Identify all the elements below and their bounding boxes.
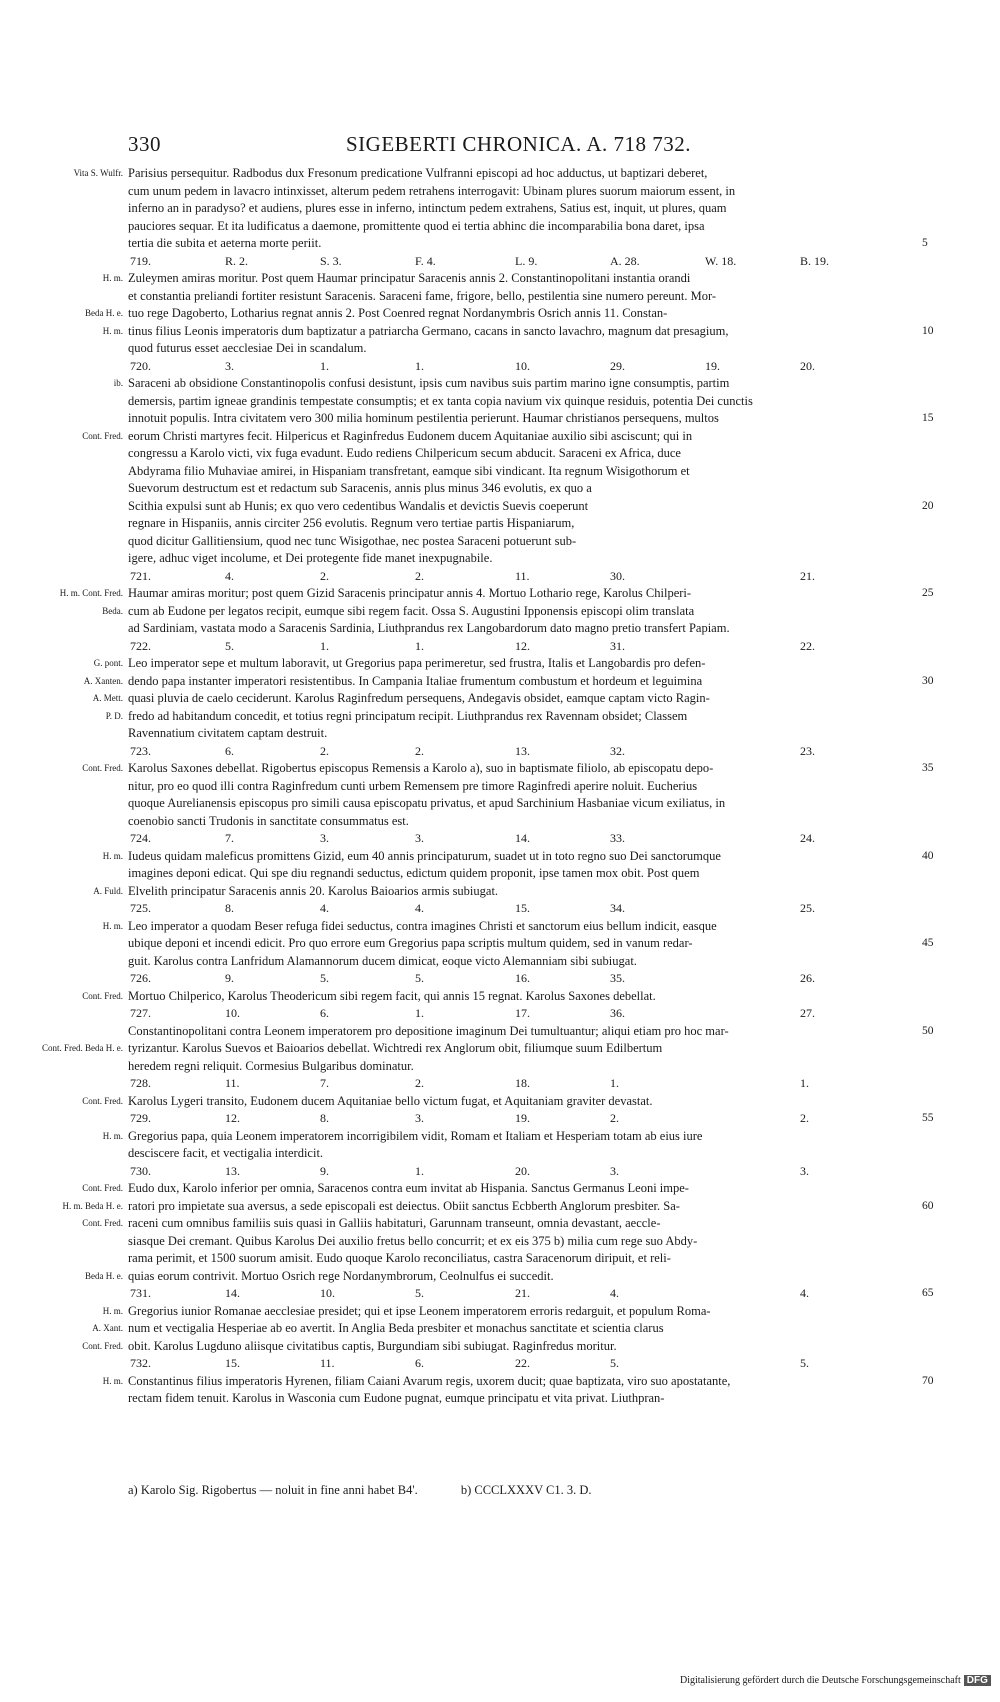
regnal-year-cell: 19. [705, 358, 720, 373]
margin-source: Cont. Fred. [82, 1340, 123, 1351]
line-text: heredem regni reliquit. Cormesius Bulgaribus dominatur. [128, 1058, 414, 1073]
line-number: 65 [922, 1287, 934, 1299]
line-text: quias eorum contrivit. Mortuo Osrich rege Nordanymbrorum, Ceolnulfus ei succedit. [128, 1268, 554, 1283]
line-text: obit. Karolus Lugduno aliisque civitatibus captis, Burgundiam sibi subiugat. Raginfredus moritur. [128, 1338, 617, 1353]
margin-source: H. m. [102, 850, 123, 861]
line-text: igere, adhuc viget incolume, et Dei protegente fide manet inexpugnabile. [128, 551, 493, 565]
line-text: ubique deponi et incendi edicit. Pro quo errore eum Gregorius papa scriptis multum quidem, sed in vanum redar- [128, 936, 693, 950]
margin-source: Vita S. Wulfr. [73, 168, 123, 178]
text-line [0, 918, 1000, 936]
regnal-year-cell: 22. [800, 638, 815, 653]
regnal-years [130, 1355, 890, 1373]
line-text: tyrizantur. Karolus Suevos et Baioarios debellat. Wichtredi rex Anglorum obit, filiumque suum Edilbertum [128, 1041, 663, 1055]
regnal-year-cell: 723. [130, 743, 151, 758]
regnal-year-cell: 2. [320, 743, 329, 758]
line-text: cum ab Eudone per legatos recipit, eumque sibi regem facit. Ossa S. Augustini Ipponensis episcopi olim translata [128, 603, 695, 618]
text-line [0, 725, 1000, 743]
year-row [0, 970, 1000, 988]
text-line [0, 1303, 1000, 1321]
year-row [0, 1163, 1000, 1181]
line-text: Iudeus quidam maleficus promittens Gizid, eum 40 annis principaturum, suadet ut in toto regno suo Dei sanctorumque [128, 848, 721, 863]
text-line [0, 218, 1000, 236]
regnal-year-cell: 2. [415, 743, 424, 758]
text-line [0, 1093, 1000, 1111]
line-number: 35 [922, 762, 934, 774]
line-text: raceni cum omnibus familiis suis quasi in Galliis habitaturi, Garunnam transeunt, omnia devastant, aeccle- [128, 1216, 661, 1230]
text-line [0, 708, 1000, 726]
margin-source: Cont. Fred. [82, 430, 123, 441]
regnal-year-cell: 4. [320, 901, 329, 915]
regnal-year-cell: 732. [130, 1356, 151, 1370]
regnal-year-cell: 14. [515, 831, 530, 845]
regnal-year-cell: 10. [320, 1286, 335, 1300]
text-line [0, 1128, 1000, 1146]
line-text: Abdyrama filio Muhaviae amirei, in Hispaniam transfretant, eamque sibi vindicant. Ita regnum Wisigothorum et [128, 463, 690, 478]
line-text: regnare in Hispaniis, annis circiter 256 evolutis. Regnum vero tertiae partis Hispaniarum, [128, 516, 575, 530]
regnal-year-cell: 7. [225, 831, 234, 845]
text-line [0, 340, 1000, 358]
line-text: coenobio sancti Trudonis in sanctitate consummatus est. [128, 813, 409, 828]
year-row [0, 568, 1000, 586]
line-text: demersis, partim igneae grandinis tempestate consumptis; et ex tanta copia navium vix quinque residuis, potentia Dei cunctis [128, 393, 753, 408]
text-line [0, 1250, 1000, 1268]
margin-source: Cont. Fred. Beda H. e. [42, 1043, 123, 1053]
line-text: Zuleymen amiras moritur. Post quem Haumar principatur Saracenis annis 2. Constantinopolitani instantia orandi [128, 271, 691, 285]
line-text: quod futurus esset aecclesiae Dei in scandalum. [128, 341, 367, 355]
regnal-year-cell: 5. [800, 1356, 809, 1370]
regnal-year-cell: 6. [320, 1006, 329, 1020]
line-text: Karolus Saxones debellat. Rigobertus episcopus Remensis a Karolo a), suo in baptismate filiolo, ab episcopatu depo- [128, 761, 714, 775]
regnal-year-cell: 728. [130, 1076, 151, 1090]
line-text: siasque Dei cremant. Quibus Karolus Dei auxilio fretus bello concurrit; et ex eis 375 b) milia cum rege suo Abdy- [128, 1233, 698, 1248]
regnal-year-cell: 33. [610, 831, 625, 845]
text-line [0, 1390, 1000, 1408]
line-text: ratori pro impietate sua aversus, a sede episcopali est deiectus. Obiit sanctus Ecbberth Anglorum presbiter. Sa- [128, 1198, 680, 1213]
regnal-years [130, 1110, 890, 1128]
line-text: Scithia expulsi sunt ab Hunis; ex quo vero cedentibus Wandalis et devictis Suevis coeperunt [128, 498, 589, 513]
regnal-year-cell: W. 18. [705, 253, 737, 268]
line-text: Mortuo Chilperico, Karolus Theodericum sibi regem facit, qui annis 15 regnat. Karolus Saxones debellat. [128, 988, 656, 1003]
line-text: quod dicitur Gallitiensium, quod nec tunc Wisigothae, nec postea Saraceni potuerunt sub- [128, 533, 577, 548]
line-text: Leo imperator a quodam Beser refuga fidei seductus, contra imagines Christi et sanctorum eius bellum indicit, easque [128, 918, 717, 933]
line-text: Karolus Lygeri transito, Eudonem ducem Aquitaniae bello victum fugat, et Aquitaniam graviter devastat. [128, 1093, 653, 1108]
regnal-year-cell: 21. [800, 568, 815, 583]
regnal-year-cell: 729. [130, 1111, 151, 1125]
regnal-year-cell: 31. [610, 638, 625, 653]
line-text: nitur, pro eo quod illi contra Raginfredum cunti urbem Remensem pre timore Raginfredi aperire noluit. Eucherius [128, 778, 698, 793]
line-text: Constantinus filius imperatoris Hyrenen, filiam Caiani Avarum regis, uxorem ducit; quae baptizata, viro suo apostatante, [128, 1373, 731, 1388]
regnal-year-cell: 724. [130, 831, 151, 845]
line-text: Elvelith principatur Saracenis annis 20. Karolus Baioarios armis subiugat. [128, 883, 499, 898]
regnal-years [130, 1285, 890, 1303]
text-line [0, 463, 1000, 481]
regnal-year-cell: 20. [800, 358, 815, 373]
text-line [0, 813, 1000, 831]
year-row [0, 1075, 1000, 1093]
regnal-year-cell: 727. [130, 1006, 151, 1020]
regnal-years [130, 743, 890, 761]
regnal-year-cell: S. 3. [320, 253, 342, 268]
regnal-year-cell: 4. [225, 568, 234, 583]
text-line [0, 953, 1000, 971]
text-line [0, 235, 1000, 253]
line-text: inferno an in paradyso? et audiens, plures esse in inferno, intinctum pedem extrahens, Satius est, inquit, ut plures, quam [128, 201, 727, 215]
text-line [0, 445, 1000, 463]
regnal-year-cell: 10. [225, 1006, 240, 1020]
text-line [0, 1145, 1000, 1163]
regnal-years [130, 638, 890, 656]
regnal-year-cell: 21. [515, 1286, 530, 1300]
regnal-year-cell: 8. [320, 1111, 329, 1125]
line-text: dendo papa instanter imperatori resistentibus. In Campania Italiae frumentum combustum et hordeum et leguimina [128, 673, 703, 688]
line-number: 40 [922, 849, 934, 862]
line-number: 20 [922, 499, 934, 512]
text-line [0, 288, 1000, 306]
regnal-year-cell: 720. [130, 358, 151, 373]
regnal-year-cell: 6. [415, 1356, 424, 1370]
regnal-year-cell: 1. [320, 358, 329, 373]
line-text: et constantia preliandi fortiter resistunt Saracenis. Saraceni fame, frigore, bello, pestilentia sine numero pereunt. Mor- [128, 288, 717, 303]
text-line [0, 865, 1000, 883]
regnal-year-cell: 13. [225, 1163, 240, 1178]
regnal-year-cell: 2. [320, 568, 329, 583]
text-line [0, 270, 1000, 288]
line-text: rama perimit, et 1500 suorum amisit. Eudo quoque Karolo reconciliatus, castra Saracenorum diripuit, et reli- [128, 1251, 671, 1265]
regnal-years [130, 568, 890, 586]
regnal-year-cell: 3. [800, 1163, 809, 1178]
regnal-year-cell: 4. [610, 1286, 619, 1300]
line-text: desciscere facit, et vectigalia interdicit. [128, 1146, 324, 1160]
line-text: cum unum pedem in lavacro intinxisset, alterum pedem retrahens interrogavit: Ubinam plures suorum maiorum essent, in [128, 183, 736, 198]
margin-source: Beda. [102, 605, 123, 616]
chronicle-text [0, 165, 1000, 1408]
regnal-year-cell: 19. [515, 1111, 530, 1125]
regnal-year-cell: 34. [610, 901, 625, 915]
regnal-year-cell: 1. [415, 1163, 424, 1178]
line-text: innotuit populis. Intra civitatem vero 300 milia hominum pestilentia perierunt. Haumar christianos persequens, multos [128, 411, 719, 425]
text-line [0, 1233, 1000, 1251]
regnal-year-cell: 1. [610, 1076, 619, 1090]
margin-source: A. Mett. [92, 693, 123, 703]
regnal-years [130, 970, 890, 988]
regnal-year-cell: 1. [320, 638, 329, 653]
line-number: 10 [922, 324, 934, 337]
page-number: 330 [128, 132, 161, 156]
regnal-year-cell: 7. [320, 1076, 329, 1090]
regnal-years [130, 358, 890, 376]
footnote-a: a) Karolo Sig. Rigobertus — noluit in fine anni habet B4'. [128, 1483, 418, 1497]
regnal-year-cell: 2. [415, 568, 424, 583]
regnal-year-cell: 27. [800, 1006, 815, 1020]
text-line [0, 1373, 1000, 1391]
regnal-year-cell: 18. [515, 1076, 530, 1090]
regnal-year-cell: 1. [415, 1006, 424, 1020]
line-text: imagines deponi edicat. Qui spe diu regnandi seductus, edictum quidem proponit, ipse tamen mox obit. Post quem [128, 866, 700, 880]
margin-source: A. Xant. [92, 1323, 123, 1333]
regnal-year-cell: 1. [415, 358, 424, 373]
text-line [0, 393, 1000, 411]
text-line [0, 1268, 1000, 1286]
text-line [0, 988, 1000, 1006]
regnal-year-cell: 9. [225, 971, 234, 985]
margin-source: H. m. [102, 273, 123, 283]
line-text: tertia die subita et aeterna morte periit. [128, 236, 322, 250]
text-line [0, 1058, 1000, 1076]
regnal-years [130, 1005, 890, 1023]
text-line [0, 795, 1000, 813]
line-text: Saraceni ab obsidione Constantinopolis confusi desistunt, ipsis cum navibus suis partim marino igne consumptis, partim [128, 376, 730, 390]
regnal-year-cell: 2. [800, 1111, 809, 1125]
text-line [0, 375, 1000, 393]
line-text: Constantinopolitani contra Leonem imperatorem pro depositione imaginum Dei tumultuantur; aliqui etiam pro hoc mar- [128, 1023, 729, 1038]
text-line [0, 165, 1000, 183]
regnal-year-cell: 3. [610, 1163, 619, 1178]
year-row [0, 743, 1000, 761]
regnal-years [130, 1163, 890, 1181]
regnal-year-cell: 5. [320, 971, 329, 985]
text-line [0, 305, 1000, 323]
regnal-year-cell: 3. [415, 831, 424, 845]
year-row [0, 1285, 1000, 1303]
regnal-year-cell: 23. [800, 743, 815, 758]
digitization-credit [680, 1675, 991, 1686]
margin-source: Beda H. e. [85, 1270, 123, 1281]
text-line [0, 200, 1000, 218]
line-text: Leo imperator sepe et multum laboravit, ut Gregorius papa perimeretur, sed frustra, Italis et Langobardis pro defen- [128, 656, 706, 670]
regnal-year-cell: 15. [225, 1356, 240, 1370]
regnal-year-cell: 2. [610, 1111, 619, 1125]
margin-source: H. m. [102, 1305, 123, 1316]
text-line [0, 1040, 1000, 1058]
line-text: ad Sardiniam, vastata modo a Saracenis Sardinia, Liuthprandus rex Langobardorum dato magno pretio transfert Papiam. [128, 621, 730, 635]
line-text: Ravennatium civitatem captam destruit. [128, 726, 328, 740]
line-text: Gregorius papa, quia Leonem imperatorem incorrigibilem vidit, Romam et Italiam et Hesperiam totam ab eius iure [128, 1128, 703, 1143]
line-number: 25 [922, 587, 934, 599]
text-line [0, 673, 1000, 691]
regnal-year-cell: 11. [225, 1076, 240, 1090]
line-text: pauciores sequar. Et ita ludificatus a daemone, promittente quod ei tertia abhinc die incomparabilia bona daret, ipsa [128, 218, 705, 233]
line-number: 60 [922, 1199, 934, 1212]
regnal-year-cell: 12. [225, 1111, 240, 1125]
regnal-year-cell: 6. [225, 743, 234, 758]
regnal-years [130, 900, 890, 918]
credit-text: Digitalisierung gefördert durch die Deutsche Forschungsgemeinschaft [680, 1675, 961, 1686]
regnal-year-cell: 11. [320, 1356, 335, 1370]
year-row [0, 1005, 1000, 1023]
text-line [0, 585, 1000, 603]
regnal-year-cell: 9. [320, 1163, 329, 1178]
regnal-year-cell: 15. [515, 901, 530, 915]
margin-source: Cont. Fred. [82, 990, 123, 1001]
regnal-year-cell: 29. [610, 358, 625, 373]
text-line [0, 1180, 1000, 1198]
regnal-year-cell: 2. [415, 1076, 424, 1090]
line-text: guit. Karolus contra Lanfridum Alamannorum ducem dimicat, eoque victo Alemanniam sibi subiugat. [128, 953, 637, 968]
text-line [0, 1338, 1000, 1356]
text-line [0, 183, 1000, 201]
text-line [0, 778, 1000, 796]
line-text: rectam fidem tenuit. Karolus in Wasconia cum Eudone pugnat, eumque principatu et vita privat. Liuthpran- [128, 1391, 665, 1405]
text-line [0, 550, 1000, 568]
year-row [0, 253, 1000, 271]
text-line [0, 480, 1000, 498]
line-number: 30 [922, 674, 934, 687]
line-text: fredo ad habitandum concedit, et totius regni principatum recipit. Liuthprandus rex Ravennam obsidet; Classem [128, 708, 688, 723]
regnal-year-cell: F. 4. [415, 253, 436, 268]
regnal-year-cell: 3. [225, 358, 234, 373]
line-text: Gregorius iunior Romanae aecclesiae presidet; qui et ipse Leonem imperatorem erroris redarguit, et populum Roma- [128, 1303, 711, 1318]
year-row [0, 1355, 1000, 1373]
line-number: 70 [922, 1374, 934, 1387]
text-line [0, 603, 1000, 621]
margin-source: A. Fuld. [93, 885, 123, 896]
text-line [0, 848, 1000, 866]
text-line [0, 1198, 1000, 1216]
text-line [0, 410, 1000, 428]
year-row [0, 900, 1000, 918]
regnal-year-cell: 25. [800, 901, 815, 915]
margin-source: P. D. [105, 710, 123, 721]
margin-source: G. pont. [93, 658, 123, 668]
text-line [0, 498, 1000, 516]
regnal-year-cell: 11. [515, 568, 530, 583]
text-line [0, 935, 1000, 953]
regnal-year-cell: 24. [800, 831, 815, 845]
regnal-year-cell: 35. [610, 971, 625, 985]
regnal-year-cell: 17. [515, 1006, 530, 1020]
text-line [0, 515, 1000, 533]
regnal-year-cell: B. 19. [800, 253, 830, 268]
regnal-year-cell: 5. [415, 1286, 424, 1300]
margin-source: H. m. [102, 920, 123, 931]
text-line [0, 655, 1000, 673]
regnal-year-cell: 5. [225, 638, 234, 653]
regnal-year-cell: 4. [415, 901, 424, 915]
text-line [0, 883, 1000, 901]
margin-source: Cont. Fred. [82, 763, 123, 773]
regnal-year-cell: 3. [320, 831, 329, 845]
regnal-year-cell: 722. [130, 638, 151, 653]
text-line [0, 760, 1000, 778]
footnotes [128, 1483, 908, 1498]
margin-source: Cont. Fred. [82, 1218, 123, 1228]
margin-source: A. Xanten. [83, 675, 123, 686]
regnal-year-cell: 32. [610, 743, 625, 758]
regnal-year-cell: 14. [225, 1286, 240, 1300]
year-row [0, 830, 1000, 848]
margin-source: Cont. Fred. [82, 1095, 123, 1106]
line-text: quasi pluvia de caelo ceciderunt. Karolus Raginfredum persequens, Andegavis obsidet, eamque captam victo Ragin- [128, 691, 710, 705]
regnal-year-cell: 5. [610, 1356, 619, 1370]
regnal-year-cell: 5. [415, 971, 424, 985]
regnal-year-cell: 1. [415, 638, 424, 653]
line-text: quoque Aurelianensis episcopus pro simili causa episcopatu privatus, et apud Sarchinium Hasbaniae vicum exiliatus, in [128, 796, 726, 810]
regnal-year-cell: 8. [225, 901, 234, 915]
regnal-year-cell: 30. [610, 568, 625, 583]
regnal-year-cell: L. 9. [515, 253, 538, 268]
regnal-year-cell: 10. [515, 358, 530, 373]
margin-source: Beda H. e. [85, 308, 123, 318]
margin-source: Cont. Fred. [82, 1183, 123, 1193]
regnal-year-cell: 13. [515, 743, 530, 758]
regnal-year-cell: 22. [515, 1356, 530, 1370]
text-line [0, 1023, 1000, 1041]
regnal-year-cell: 731. [130, 1286, 151, 1300]
regnal-year-cell: 725. [130, 901, 151, 915]
margin-source: H. m. Cont. Fred. [59, 588, 123, 598]
regnal-years [130, 253, 890, 271]
line-text: tinus filius Leonis imperatoris dum baptizatur a patriarcha Germano, cacans in sancto lavachro, magnum dat presagium, [128, 323, 729, 338]
margin-source: H. m. [102, 1375, 123, 1386]
regnal-year-cell: 26. [800, 971, 815, 985]
text-line [0, 620, 1000, 638]
line-text: Parisius persequitur. Radbodus dux Fresonum predicatione Vulfranni episcopi ad hoc adductus, ut baptizari deberet, [128, 166, 708, 180]
regnal-year-cell: 721. [130, 568, 151, 583]
text-line [0, 533, 1000, 551]
line-number: 45 [922, 937, 934, 949]
line-text: Suevorum destructum est et redactum sub Saracenis, annis plus minus 346 evolutis, ex quo a [128, 481, 592, 495]
year-row [0, 638, 1000, 656]
text-line [0, 1215, 1000, 1233]
regnal-year-cell: 36. [610, 1006, 625, 1020]
text-line [0, 323, 1000, 341]
line-text: num et vectigalia Hesperiae ab eo avertit. In Anglia Beda presbiter et monachus sanctitate et scientia clarus [128, 1321, 664, 1335]
regnal-year-cell: 730. [130, 1163, 151, 1178]
line-number: 50 [922, 1024, 934, 1037]
margin-source: H. m. [102, 325, 123, 336]
footnote-b: b) CCCLXXXV C1. 3. D. [460, 1483, 592, 1497]
line-number: 5 [922, 237, 928, 249]
line-text: eorum Christi martyres fecit. Hilpericus et Raginfredus Eudonem ducem Aquitaniae auxilio sibi asciscunt; qui in [128, 428, 693, 443]
regnal-year-cell: 1. [800, 1076, 809, 1090]
regnal-year-cell: 20. [515, 1163, 530, 1178]
text-line [0, 690, 1000, 708]
text-line [0, 1320, 1000, 1338]
regnal-year-cell: 719. [130, 253, 151, 268]
regnal-year-cell: A. 28. [610, 253, 640, 268]
year-row [0, 1110, 1000, 1128]
margin-source: ib. [113, 378, 123, 388]
line-number: 55 [922, 1112, 934, 1124]
regnal-year-cell: 4. [800, 1286, 809, 1300]
line-text: Haumar amiras moritur; post quem Gizid Saracenis principatur annis 4. Mortuo Lothario rege, Karolus Chilperi- [128, 586, 692, 600]
regnal-year-cell: 726. [130, 971, 151, 985]
line-text: tuo rege Dagoberto, Lotharius regnat annis 2. Post Coenred regnat Nordanymbris Osrich annis 11. Constan- [128, 306, 668, 320]
margin-source: H. m. Beda H. e. [62, 1200, 123, 1211]
line-number: 15 [922, 412, 934, 424]
line-text: congressu a Karolo victi, vix fuga evadunt. Eudo rediens Chilpericum secum abducit. Saraceni ex Africa, duce [128, 446, 681, 460]
running-title: SIGEBERTI CHRONICA. A. 718 732. [346, 132, 691, 156]
regnal-year-cell: 3. [415, 1111, 424, 1125]
regnal-years [130, 830, 890, 848]
dfg-logo: DFG [964, 1675, 991, 1686]
text-line [0, 428, 1000, 446]
line-text: Eudo dux, Karolo inferior per omnia, Saracenos contra eum invitat ab Hispania. Sanctus Germanus Leoni impe- [128, 1181, 689, 1195]
year-row [0, 358, 1000, 376]
regnal-year-cell: 12. [515, 638, 530, 653]
regnal-year-cell: R. 2. [225, 253, 249, 268]
margin-source: H. m. [102, 1130, 123, 1141]
regnal-years [130, 1075, 890, 1093]
regnal-year-cell: 16. [515, 971, 530, 985]
